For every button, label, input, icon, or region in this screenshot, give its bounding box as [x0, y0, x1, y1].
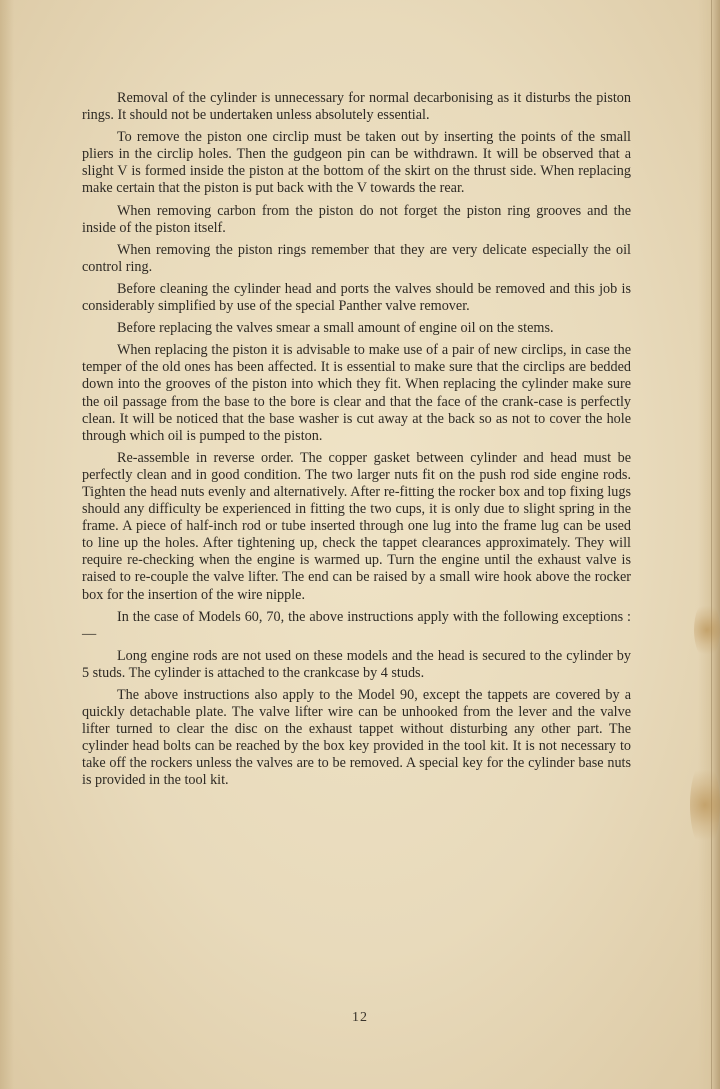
paragraph: Removal of the cylinder is unnecessary for normal decarbonising as it disturbs the piston rings. It should not be undertaken unless absolutely essential. [82, 90, 631, 124]
paragraph: Long engine rods are not used on these models and the head is secured to the cylinder by 5 studs. The cylinder is attached to the crankcase by 4 studs. [82, 647, 631, 681]
page-right-edge-shading [698, 0, 720, 1089]
page-binding-line [711, 0, 712, 1089]
paragraph: The above instructions also apply to the Model 90, except the tappets are covered by a quickly detachable plate. The valve lifter wire can be unhooked from the lever and the valve lifter turned to clear the disc on the exhaust tappet without disturbing any other part. The cylinder head bolts can be reached by the box key provided in the tool kit. It is not necessary to take off the rockers unless the valves are to be removed. A special key for the cylinder base nuts is provided in the tool kit. [82, 687, 631, 789]
paragraph: When removing the piston rings remember that they are very delicate especially the oil control ring. [82, 241, 631, 275]
paragraph: In the case of Models 60, 70, the above instructions apply with the following exceptions :— [82, 608, 631, 642]
paragraph: To remove the piston one circlip must be taken out by inserting the points of the small pliers in the circlip holes. Then the gudgeon pin can be withdrawn. It will be observed that a slight V is formed inside the piston at the bottom of the skirt on the thrust side. When replacing make certain that the piston is put back with the V towards the rear. [82, 129, 631, 197]
stain-mark-upper-right [694, 600, 720, 660]
paragraph: When replacing the piston it is advisable to make use of a pair of new circlips, in case the temper of the old ones has been affected. It is essential to make sure that the circlips are bedded down into the grooves of the piston into which they fit. When replacing the cylinder make sure the oil passage from the base to the bore is clear and that the face of the crank-case is perfectly clean. It will be noticed that the base washer is cut away at the back so as not to cover the hole through which oil is pumped to the piston. [82, 342, 631, 444]
paragraph: Before replacing the valves smear a small amount of engine oil on the stems. [117, 320, 554, 337]
paragraph: Re-assemble in reverse order. The copper gasket between cylinder and head must be perfectly clean and in good condition. The two larger nuts fit on the push rod side engine rods. Tighten the head nuts evenly and alternatively. After re-fitting the rocker box and top fixing lugs should any difficulty be experienced in fitting the two cups, it is only due to slight spring in the frame. A piece of half-inch rod or tube inserted through one lug into the frame lug can be used to line up the holes. After tightening up, check the tappet clearances approximately. They will require re-checking when the engine is warmed up. Turn the engine until the exhaust valve is raised to re-couple the valve lifter. The end can be raised by a small wire hook above the rocker box for the insertion of the wire nipple. [82, 449, 631, 603]
body-text [82, 90, 631, 795]
page-number: 12 [352, 1010, 368, 1025]
paragraph: When removing carbon from the piston do not forget the piston ring grooves and the inside of the piston itself. [82, 202, 631, 236]
stain-mark-lower-right [690, 760, 720, 850]
page-left-edge-shading [0, 0, 14, 1089]
paragraph: Before cleaning the cylinder head and ports the valves should be removed and this job is considerably simplified by use of the special Panther valve remover. [82, 280, 631, 315]
